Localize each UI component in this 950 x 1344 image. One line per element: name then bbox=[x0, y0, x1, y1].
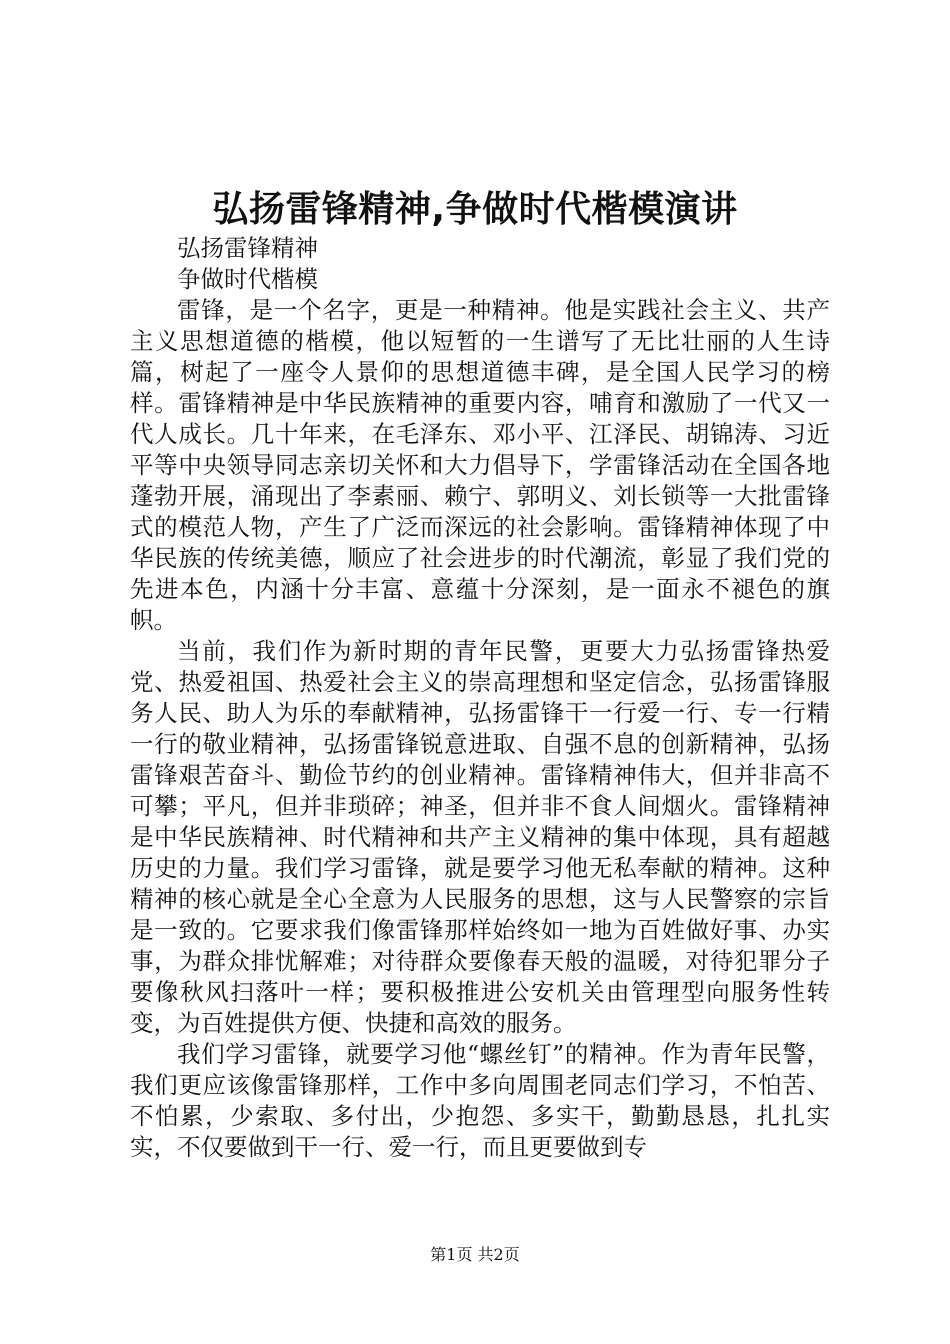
subheading: 争做时代楷模 bbox=[177, 265, 318, 293]
page-footer: 第1页 共2页 bbox=[430, 1245, 520, 1264]
body-paragraph: 雷锋，是一个名字，更是一种精神。他是实践社会主义、共产主义思想道德的楷模，他以短暂的一生谱写了无比壮丽的人生诗篇，树起了一座令人景仰的思想道德丰碑，是全国人民学习的榜样。雷锋精神是中华民族精神的重要内容，哺育和激励了一代又一代人成长。几十年来，在毛泽东、邓小平、江泽民、胡锦涛、习近平等中央领导同志亲切关怀和大力倡导下，学雷锋活动在全国各地蓬勃开展，涌现出了李素丽、赖宁、郭明义、刘长锁等一大批雷锋式的模范人物，产生了广泛而深远的社会影响。雷锋精神体现了中华民族的传统美德，顺应了社会进步的时代潮流，彰显了我们党的先进本色，内涵十分丰富、意蕴十分深刻，是一面永不褪色的旗帜。 bbox=[130, 296, 830, 634]
subheading: 弘扬雷锋精神 bbox=[177, 234, 318, 262]
document-title: 弘扬雷锋精神,争做时代楷模演讲 bbox=[212, 189, 738, 230]
body-paragraph: 我们学习雷锋，就要学习他“螺丝钉”的精神。作为青年民警，我们更应该像雷锋那样，工作中多向周围老同志们学习，不怕苦、不怕累，少索取、多付出，少抱怨、多实干，勤勤恳恳，扎扎实实，不仅要做到干一行、爱一行，而且更要做到专 bbox=[130, 1040, 830, 1161]
body-paragraph: 当前，我们作为新时期的青年民警，更要大力弘扬雷锋热爱党、热爱祖国、热爱社会主义的崇高理想和坚定信念，弘扬雷锋服务人民、助人为乐的奉献精神，弘扬雷锋干一行爱一行、专一行精一行的敬业精神，弘扬雷锋锐意进取、自强不息的创新精神，弘扬雷锋艰苦奋斗、勤俭节约的创业精神。雷锋精神伟大，但并非高不可攀；平凡，但并非琐碎；神圣，但并非不食人间烟火。雷锋精神是中华民族精神、时代精神和共产主义精神的集中体现，具有超越历史的力量。我们学习雷锋，就是要学习他无私奉献的精神。这种精神的核心就是全心全意为人民服务的思想，这与人民警察的宗旨是一致的。它要求我们像雷锋那样始终如一地为百姓做好事、办实事，为群众排忧解难；对待群众要像春天般的温暖，对待犯罪分子要像秋风扫落叶一样；要积极推进公安机关由管理型向服务性转变，为百姓提供方便、快捷和高效的服务。 bbox=[130, 637, 830, 1037]
document-body bbox=[130, 233, 830, 1163]
